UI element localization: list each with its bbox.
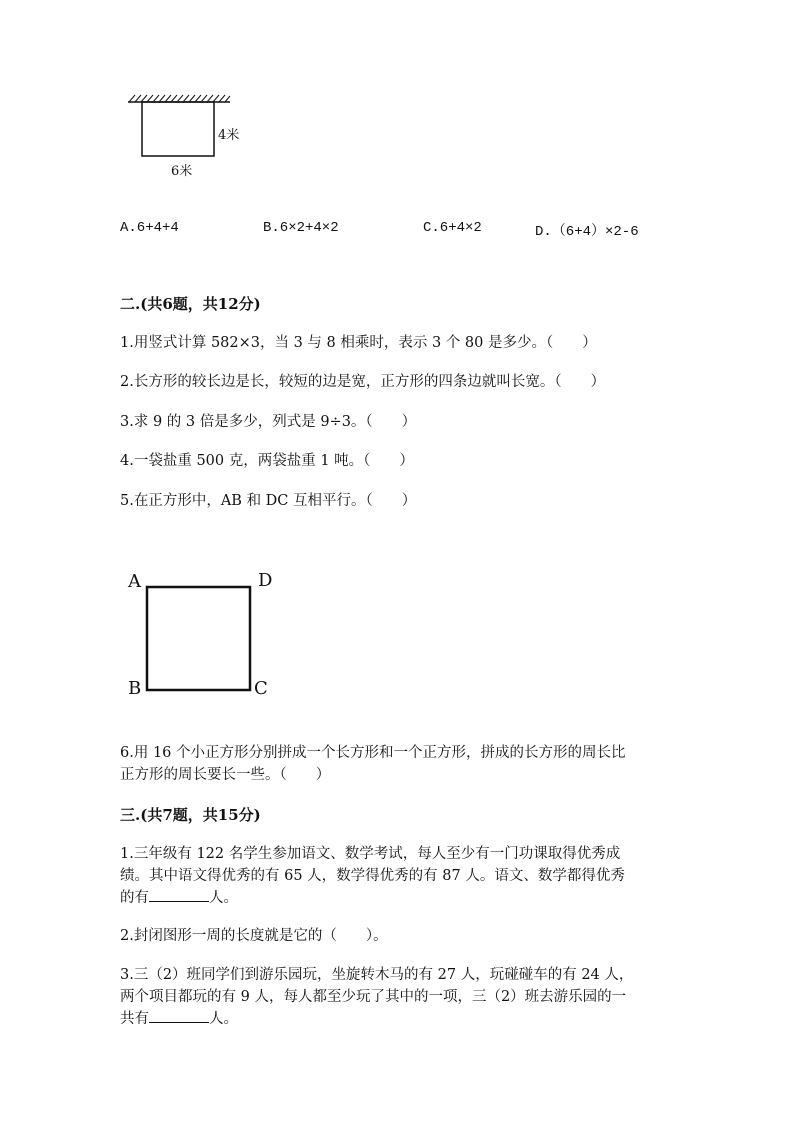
option-b: B.6×2+4×2 <box>263 220 339 236</box>
option-a: A.6+4+4 <box>120 220 179 236</box>
answer-blank-3[interactable] <box>149 1008 209 1023</box>
section3-question-3-line3 <box>120 1008 238 1030</box>
answer-blank-1[interactable] <box>149 887 209 902</box>
vertex-label-d: D <box>258 570 273 591</box>
section3-question-1-line3-prefix: 的有 <box>120 890 149 906</box>
section2-question-6-line1: 6.用 16 个小正方形分别拼成一个长方形和一个正方形，拼成的长方形的周长比 <box>120 745 626 761</box>
rectangle-shape <box>142 102 214 156</box>
section2-question-4: 4.一袋盐重 500 克，两袋盐重 1 吨。（ ） <box>120 453 414 469</box>
vertex-label-a: A <box>128 571 141 592</box>
section3-question-1-line3-suffix: 人。 <box>209 890 238 906</box>
vertex-label-b: B <box>128 678 142 699</box>
section3-question-3-line2: 两个项目都玩的有 9 人，每人都至少玩了其中的一项，三（2）班去游乐园的一 <box>120 989 627 1005</box>
section3-heading: 三.(共7题，共15分) <box>120 806 261 824</box>
section3-question-3-line3-prefix: 共有 <box>120 1011 149 1027</box>
section3-question-3-line1: 3.三（2）班同学们到游乐园玩，坐旋转木马的有 27 人，玩碰碰车的有 24 人， <box>120 967 634 983</box>
section3-question-1-line2: 绩。其中语文得优秀的有 65 人，数学得优秀的有 87 人。语文、数学都得优秀 <box>120 868 625 884</box>
vertex-label-c: C <box>254 678 268 699</box>
section2-question-2: 2.长方形的较长边是长，较短的边是宽，正方形的四条边就叫长宽。（ ） <box>120 374 606 390</box>
section3-question-1-line1: 1.三年级有 122 名学生参加语文、数学考试，每人至少有一门功课取得优秀成 <box>120 846 621 862</box>
section2-question-6-line2: 正方形的周长要长一些。（ ） <box>120 767 331 783</box>
square-shape <box>147 587 250 690</box>
section3-question-3-line3-suffix: 人。 <box>209 1011 238 1027</box>
option-c: C.6+4×2 <box>423 220 482 236</box>
wall-hatching <box>129 95 230 102</box>
square-abcd-figure <box>140 580 260 700</box>
section3-question-1-line3 <box>120 887 238 909</box>
section2-question-3: 3.求 9 的 3 倍是多少，列式是 9÷3。（ ） <box>120 414 417 430</box>
width-label: 6米 <box>171 164 193 179</box>
section2-question-5: 5.在正方形中，AB 和 DC 互相平行。（ ） <box>120 493 417 509</box>
section2-heading: 二.(共6题，共12分) <box>120 295 261 313</box>
section2-question-1: 1.用竖式计算 582×3，当 3 与 8 相乘时，表示 3 个 80 是多少。（ ） <box>120 335 597 351</box>
section3-question-2: 2.封闭图形一周的长度就是它的（ ）。 <box>120 928 388 944</box>
height-label: 4米 <box>218 128 240 143</box>
option-d: D.（6+4）×2-6 <box>535 224 639 240</box>
